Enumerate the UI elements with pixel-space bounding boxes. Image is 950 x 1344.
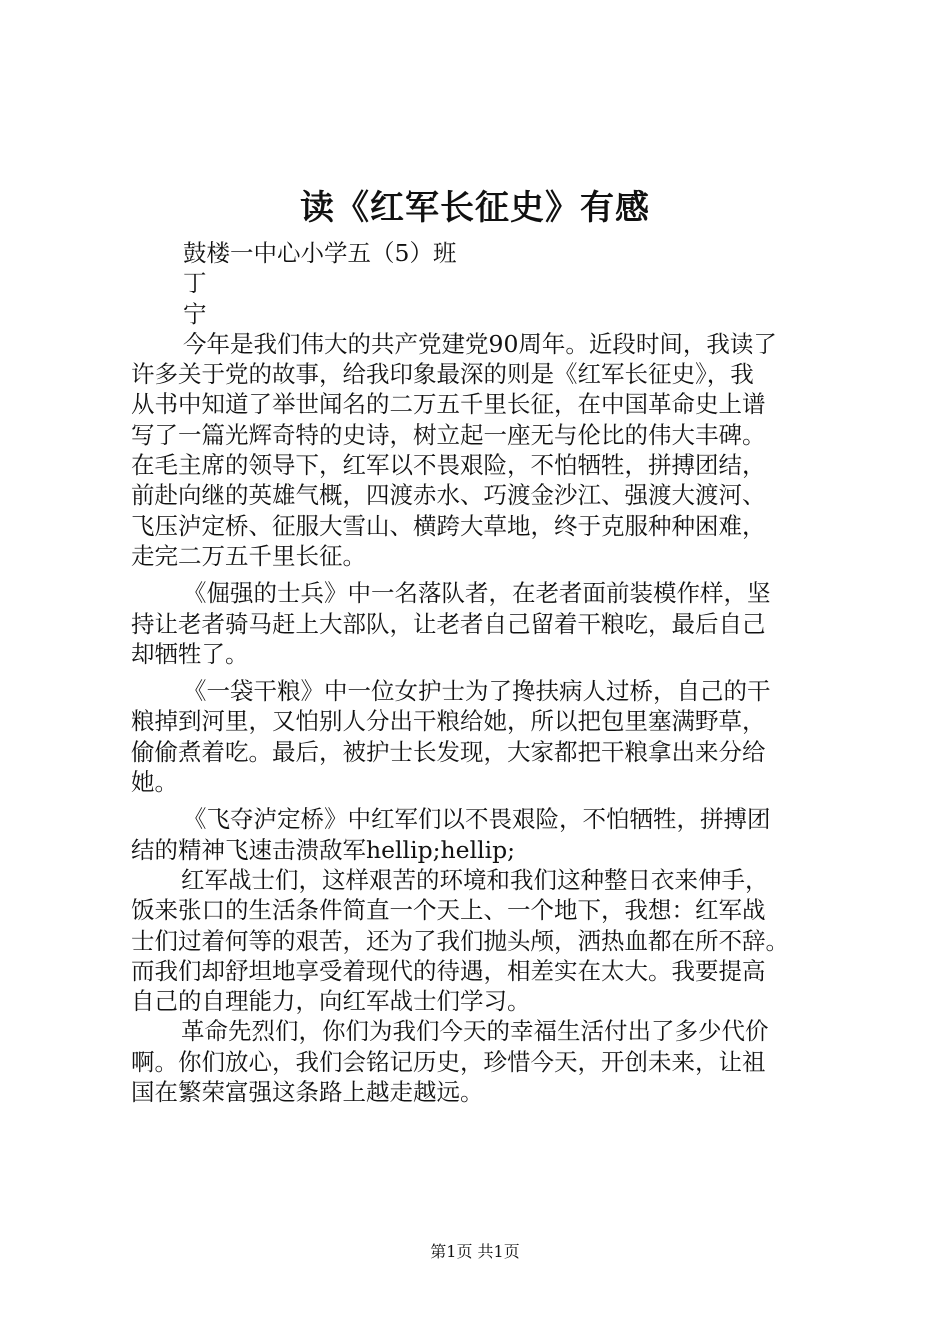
paragraph [131, 1016, 833, 1107]
paragraph-line: 士们过着何等的艰苦，还为了我们抛头颅，洒热血都在所不辞。 [131, 926, 789, 955]
paragraph-line: 偷偷煮着吃。最后，被护士长发现，大家都把干粮拿出来分给 [131, 737, 766, 766]
document-body [131, 238, 833, 1107]
paragraph [131, 804, 833, 865]
paragraph-line: 从书中知道了举世闻名的二万五千里长征，在中国革命史上谱 [131, 390, 766, 419]
paragraph-line: 在毛主席的领导下，红军以不畏艰险，不怕牺牲，拼搏团结， [131, 451, 766, 480]
paragraph-line: 今年是我们伟大的共产党建党90周年。近段时间，我读了 [183, 329, 777, 358]
paragraph-line: 而我们却舒坦地享受着现代的待遇，相差实在太大。我要提高 [131, 956, 766, 985]
paragraph [131, 329, 833, 571]
paragraph-line: 《一袋干粮》中一位女护士为了搀扶病人过桥，自己的干 [183, 677, 771, 706]
paragraph-line: 写了一篇光辉奇特的史诗，树立起一座无与伦比的伟大丰碑。 [131, 420, 766, 449]
paragraph-line: 革命先烈们，你们为我们今天的幸福生活付出了多少代价 [181, 1017, 769, 1046]
paragraph-line: 却牺牲了。 [131, 639, 249, 668]
paragraph-line: 《飞夺泸定桥》中红军们以不畏艰险，不怕牺牲，拼搏团 [183, 805, 771, 834]
paragraph-line: 啊。你们放心，我们会铭记历史，珍惜今天，开创未来，让祖 [131, 1047, 766, 1076]
paragraph [131, 578, 833, 669]
paragraph-line: 她。 [131, 768, 178, 797]
page-footer: 第1页 共1页 [430, 1242, 520, 1261]
byline-name-first: 丁 [183, 269, 207, 298]
paragraph-line: 《倔强的士兵》中一名落队者，在老者面前装模作样，坚 [183, 579, 771, 608]
paragraph-line: 持让老者骑马赶上大部队，让老者自己留着干粮吃，最后自己 [131, 609, 766, 638]
paragraph-line: 许多关于党的故事，给我印象最深的则是《红军长征史》，我 [131, 360, 754, 389]
document-title: 读《红军长征史》有感 [300, 188, 650, 228]
paragraph-line: 前赴向继的英雄气概，四渡赤水、巧渡金沙江、强渡大渡河、 [131, 481, 766, 510]
paragraph-line: 自己的自理能力，向红军战士们学习。 [131, 987, 531, 1016]
byline-school: 鼓楼一中心小学五（5）班 [183, 239, 457, 267]
paragraph-line: 粮掉到河里，又怕别人分出干粮给她，所以把包里塞满野草， [131, 707, 766, 736]
paragraph-line: 结的精神飞速击溃敌军hellip;hellip; [131, 835, 516, 864]
byline-name-second: 宁 [183, 299, 207, 328]
paragraph-line: 走完二万五千里长征。 [131, 541, 366, 570]
paragraph-line: 饭来张口的生活条件简直一个天上、一个地下，我想：红军战 [131, 896, 766, 925]
paragraph-line: 飞压泸定桥、征服大雪山、横跨大草地，终于克服种种困难， [131, 511, 766, 540]
paragraph [131, 865, 833, 1016]
paragraph [131, 676, 833, 797]
paragraph-line: 红军战士们，这样艰苦的环境和我们这种整日衣来伸手， [181, 865, 769, 894]
paragraph-line: 国在繁荣富强这条路上越走越远。 [131, 1078, 484, 1107]
